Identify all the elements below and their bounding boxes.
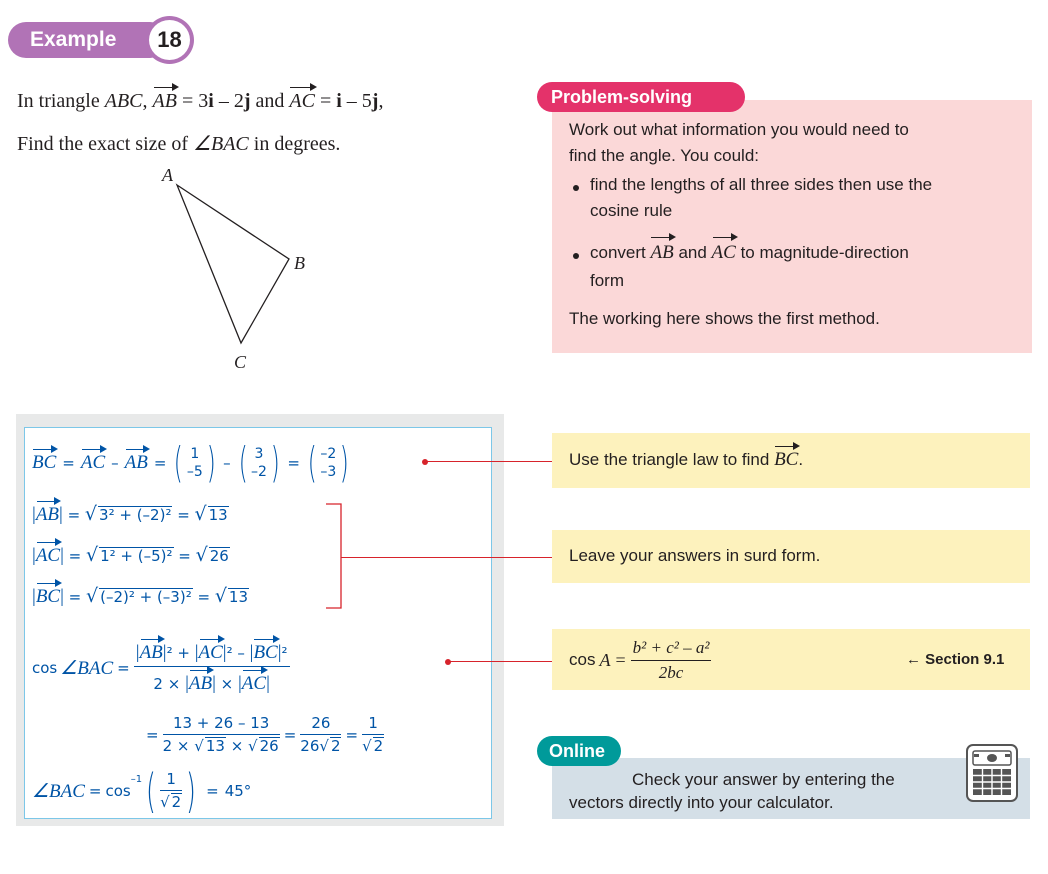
note-cosine-formula (569, 639, 711, 681)
working-mag-bc: |BC| = √ (–2)² + (–3)² = √ 13 (32, 585, 249, 607)
w-mag-ab-result: 13 (208, 506, 228, 524)
note1-line (425, 461, 552, 462)
w-eq: = (62, 454, 75, 472)
note-triangle-law-text (569, 449, 803, 471)
ps-bullet-2-dot (573, 253, 579, 259)
w-final-paren: ( (146, 764, 157, 818)
ps-convert: convert (590, 243, 646, 262)
w-cos-lhs: cos (32, 659, 58, 677)
w-mag-ac-radical: √ (85, 544, 99, 566)
note3-cos: cos (569, 650, 596, 669)
w-mag-ac-radical: √ (195, 544, 208, 566)
w-mag-ab-radical: √ (84, 503, 98, 525)
w-cos-num: |AB|² + |AC|² – |BC|² (134, 642, 290, 667)
ps-post: to magnitude-direction (740, 243, 909, 262)
w-calc-eq2: = (283, 726, 297, 744)
ps-bullet-1-line-2: cosine rule (590, 201, 673, 220)
ps-bullet-1-line-1: find the lengths of all three sides then use the (590, 175, 933, 194)
w-col-3-top: –2 (320, 446, 337, 462)
w-mag-ac-result: 26 (209, 547, 229, 565)
ps-vec-ab: AB (650, 240, 673, 266)
example-badge (8, 16, 198, 64)
note2-line (341, 557, 552, 558)
note-surd-text: Leave your answers in surd form. (569, 546, 821, 565)
note1-end: . (798, 450, 804, 469)
q-j1: j (243, 90, 251, 112)
w-paren: ( (174, 438, 184, 487)
w-col-3 (320, 445, 336, 481)
w-calc-den3-radical: √ (362, 737, 372, 756)
q-eq1: = 3 (181, 90, 209, 112)
w-cos-num-sq3: ² (281, 643, 288, 662)
q-i2: i (336, 90, 342, 112)
w-mag-ac-eq: = (68, 547, 82, 565)
w-col-1-top: 1 (190, 446, 200, 462)
w-col-2-top: 3 (254, 446, 264, 462)
ps-intro-1: Work out what information you would need to (569, 120, 909, 139)
question-line-1: In triangle ABC, AB = 3i – 2j and AC = i – 5j, (17, 90, 384, 112)
working-row-bc (32, 438, 353, 488)
q-and: and (255, 90, 285, 112)
w-mag-bc-radicand: (–2)² + (–3)² (100, 588, 192, 606)
w-bc: BC (32, 452, 57, 473)
q-angle: ∠BAC (193, 133, 249, 155)
w-final-frac (160, 770, 182, 811)
w-paren: ) (206, 438, 216, 487)
w-paren: ( (307, 438, 317, 487)
w-calc-num2: 26 (300, 714, 341, 735)
w-calc-den-x: × (230, 737, 244, 756)
section-ref[interactable]: ← Section 9.1 (906, 651, 1005, 668)
w-calc-frac-1 (163, 714, 280, 755)
w-cos-fraction (134, 642, 290, 695)
w-mag-bc-result: 13 (228, 588, 249, 606)
w-col-2 (251, 445, 267, 481)
w-calc-den-r2: 26 (259, 737, 279, 756)
online-line-2: vectors directly into your calculator. (569, 793, 834, 812)
w-calc-den2 (300, 735, 341, 755)
w-paren: ) (339, 438, 349, 487)
working-mag-ac: |AC| = √ 1² + (–5)² = √ 26 (32, 544, 229, 566)
ps-bullet-2-line-1 (590, 240, 909, 266)
note1-vec: BC (774, 449, 799, 470)
w-calc-den-r1: 13 (205, 737, 225, 756)
q-triangle: ABC (104, 90, 143, 112)
online-label: Online (537, 736, 621, 766)
vertex-label-a: A (162, 165, 173, 185)
w-ac: AC (80, 452, 106, 473)
note3-a: A (599, 649, 611, 670)
w-mag-ab-radical: √ (194, 503, 207, 525)
w-mag-bc-eq2: = (197, 588, 211, 606)
w-col-1 (187, 445, 203, 481)
vertex-label-b: B (294, 253, 305, 273)
w-mag-bc-eq: = (68, 588, 82, 606)
ps-intro-2: find the angle. You could: (569, 146, 759, 165)
w-calc-frac-2 (300, 714, 341, 755)
w-cos-angle: ∠BAC (60, 657, 114, 679)
w-final-eq: = (88, 782, 102, 800)
w-calc-num: 13 + 26 – 13 (163, 714, 280, 735)
working-mag-ab: |AB| = √ 3² + (–2)² = √ 13 (32, 503, 228, 525)
w-cos-eq: = (117, 659, 130, 677)
w-paren: ( (238, 438, 248, 487)
w-calc-eq3: = (345, 726, 359, 744)
ps-bullet-2-line-2: form (590, 271, 624, 290)
w-mag-ac-eq2: = (178, 547, 191, 565)
w-final-cos: cos (105, 782, 131, 800)
w-mag-ab-radicand: 3² + (–2)² (99, 506, 172, 524)
w-cos-num-sq2: ² – (226, 643, 245, 662)
working-calc (146, 707, 384, 763)
question-line-2 (17, 131, 340, 156)
w-ab: AB (124, 452, 148, 473)
example-number: 18 (145, 16, 194, 64)
ps-outro: The working here shows the first method. (569, 309, 880, 328)
w-calc-den-pre: 2 × (162, 737, 190, 756)
working-cos-formula (32, 633, 290, 703)
w-final-radical: √ (160, 793, 170, 812)
w-final-inv: –1 (130, 774, 143, 785)
w-cos-den: 2 × |AB| × |AC| (153, 672, 270, 694)
w-col-1-bot: –5 (186, 464, 203, 480)
note3-num: b² + c² – a² (631, 638, 712, 661)
problem-solving-title: Problem-solving (537, 82, 745, 112)
w-minus: – (111, 454, 119, 472)
w-calc-num3: 1 (362, 714, 384, 735)
w-mag-ab-eq: = (67, 506, 81, 524)
w-cos-num-ab: AB (139, 641, 163, 663)
q-i1: i (208, 90, 214, 112)
q-find: Find the exact size of (17, 133, 189, 155)
w-calc-eq: = (146, 726, 159, 744)
q-end: , (378, 90, 384, 112)
w-mag-bc-radical: √ (85, 585, 99, 607)
w-calc-den-radical: √ (194, 737, 204, 756)
working-final (32, 766, 251, 816)
q-minus1: – 2 (218, 90, 244, 112)
w-final-eq2: = (206, 782, 219, 800)
w-col-2-bot: –2 (251, 464, 267, 480)
w-mag-bc-radical: √ (214, 585, 227, 607)
w-calc-den3-r: 2 (373, 737, 384, 756)
w-mag-ac-radicand: 1² + (–5)² (100, 547, 173, 565)
w-final-num: 1 (160, 770, 182, 791)
q-vec-ab: AB (152, 90, 177, 112)
w-col-3-bot: –3 (320, 464, 337, 480)
w-mag-ac-vec: AC (35, 545, 61, 566)
note3-frac (631, 638, 712, 683)
online-line-1: Check your answer by entering the (632, 770, 895, 789)
w-calc-den3 (362, 735, 384, 755)
w-eq3: = (287, 454, 300, 472)
w-calc-den-radical: √ (248, 737, 258, 756)
w-paren: ) (270, 438, 280, 487)
note3-eq: = (615, 649, 626, 670)
w-final-paren: ) (186, 764, 197, 818)
ps-bullet-1-dot (573, 185, 579, 191)
triangle-diagram (150, 160, 300, 380)
w-cos-num-sq1: ² + (166, 643, 190, 662)
q-minus2: – 5 (346, 90, 372, 112)
w-calc-den2-pre: 26 (300, 737, 320, 756)
q-vec-ac: AC (289, 90, 315, 112)
note3-line (448, 661, 552, 662)
w-mag-bc-vec: BC (35, 586, 61, 607)
w-calc-den2-r: 2 (330, 737, 341, 756)
w-mag-ab-eq2: = (177, 506, 190, 524)
w-cos-den-mid: × (220, 674, 234, 693)
q-eq2: = (319, 90, 332, 112)
w-cos-den-ac: AC (241, 672, 267, 694)
w-cos-num-ac: AC (198, 641, 223, 663)
w-cos-num-bc: BC (253, 641, 278, 663)
w-cos-den-pre: 2 × (153, 674, 181, 693)
w-calc-den (163, 735, 280, 755)
w-final-answer: 45° (224, 782, 252, 800)
w-eq2: = (153, 454, 167, 472)
w-final-den (160, 791, 182, 811)
vertex-label-c: C (234, 352, 247, 372)
w-calc-frac-3 (362, 714, 384, 755)
calculator-icon (964, 742, 1020, 804)
ps-vec-ac: AC (712, 240, 736, 266)
w-final-den-r: 2 (171, 793, 182, 812)
triangle-shape (177, 185, 289, 343)
w-cos-den-ab: AB (188, 672, 213, 694)
note3-den: 2bc (658, 662, 684, 682)
w-final-angle: ∠BAC (32, 780, 85, 802)
w-calc-den2-radical: √ (319, 737, 329, 756)
q-intro: In triangle (17, 90, 100, 112)
q-j2: j (371, 90, 379, 112)
q-rest: in degrees. (253, 133, 341, 155)
note1-pre: Use the triangle law to find (569, 450, 770, 469)
w-minus2: – (223, 454, 231, 472)
ps-and: and (678, 243, 707, 262)
example-label: Example (30, 28, 117, 51)
w-mag-ab-vec: AB (35, 504, 60, 525)
magnitude-bracket (326, 500, 346, 612)
